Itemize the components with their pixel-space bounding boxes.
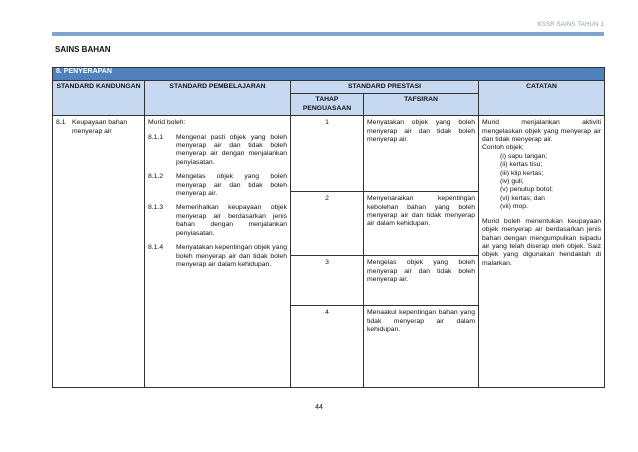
header-rule bbox=[52, 32, 604, 36]
header-standard-pembelajaran: STANDARD PEMBELAJARAN bbox=[145, 81, 291, 116]
page-number: 44 bbox=[315, 404, 323, 411]
example-item: (vii) mop. bbox=[500, 203, 528, 211]
tafsiran-2: Menyenaraikan kepentingan kebolehan bahan yang boleh menyerap air dan tidak menyerap air dalam kehidupan. bbox=[364, 192, 479, 256]
list-item bbox=[148, 134, 287, 168]
item-text: Mengelas objek yang boleh menyerap air dan tidak boleh menyerap air. bbox=[176, 173, 287, 198]
example-item: (vi) kertas; dan bbox=[500, 194, 545, 202]
tahap-2: 2 bbox=[291, 192, 364, 256]
header-standard-kandungan: STANDARD KANDUNGAN bbox=[53, 81, 145, 116]
item-code: 8.1.4 bbox=[148, 244, 164, 252]
item-text: Mengenal pasti objek yang boleh menyerap air dan tidak boleh menyerap air dengan menjalankan penyiasatan. bbox=[176, 133, 287, 166]
tahap-4: 4 bbox=[291, 306, 364, 388]
example-item: (iii) klip kertas; bbox=[500, 169, 544, 177]
catatan-para2: Murid boleh menentukan keupayaan objek menyerap air berdasarkan jenis bahan dengan mengumpulkan isipadu air yang telah diserap oleh objek. Saiz objek yang digunakan hendaklah di malarkan. bbox=[482, 217, 601, 267]
curriculum-table bbox=[52, 67, 605, 388]
list-item bbox=[148, 173, 287, 198]
header-tafsiran: TAFSIRAN bbox=[364, 94, 479, 116]
tahap-1: 1 bbox=[291, 116, 364, 192]
catatan-example-label: Contoh objek; bbox=[482, 144, 524, 152]
tafsiran-4: Menaakul kepentingan bahan yang tidak menyerap air dalam kehidupan. bbox=[364, 306, 479, 388]
item-code: 8.1.2 bbox=[148, 173, 164, 181]
header-standard-prestasi: STANDARD PRESTASI bbox=[291, 81, 479, 94]
pembelajaran-cell bbox=[145, 116, 291, 388]
section-band: 8. PENYERAPAN bbox=[53, 68, 605, 81]
example-item: (i) sapu tangan; bbox=[500, 152, 548, 160]
example-item: (v) penutup botol; bbox=[500, 186, 553, 194]
header-catatan: CATATAN bbox=[479, 81, 605, 116]
pembelajaran-intro: Murid boleh: bbox=[148, 119, 186, 127]
kandungan-cell bbox=[53, 116, 145, 388]
list-item bbox=[148, 244, 287, 269]
example-item: (iv) guli; bbox=[500, 178, 524, 186]
tahap-3: 3 bbox=[291, 256, 364, 306]
item-code: 8.1.1 bbox=[148, 133, 164, 141]
list-item bbox=[148, 204, 287, 238]
tafsiran-3: Mengelas objek yang boleh menyerap air dan tidak boleh menyerap air. bbox=[364, 256, 479, 306]
item-text: Menyatakan kepentingan objek yang boleh menyerap air dan tidak boleh menyerap air dalam kehidupan. bbox=[176, 244, 287, 268]
tafsiran-1: Menyatakan objek yang boleh menyerap air dan tidak boleh menyerap air. bbox=[364, 116, 479, 192]
header-tahap: TAHAP PENGUASAAN bbox=[291, 94, 364, 116]
catatan-cell bbox=[479, 116, 605, 388]
kandungan-text: Keupayaan bahan menyerap air bbox=[72, 119, 128, 135]
catatan-para1: Murid menjalankan aktiviti mengelaskan objek yang menyerap air dan tidak menyerap air. bbox=[482, 119, 601, 144]
running-header: KSSR SAINS TAHUN 1 bbox=[537, 22, 604, 28]
item-code: 8.1.3 bbox=[148, 204, 164, 212]
example-item: (ii) kertas tisu; bbox=[500, 161, 543, 169]
kandungan-code: 8.1 bbox=[56, 119, 66, 127]
item-text: Memerihalkan keupayaan objek menyerap air berdasarkan jenis bahan dengan menjalankan penyiasatan. bbox=[176, 204, 287, 237]
page-title: SAINS BAHAN bbox=[55, 45, 111, 54]
